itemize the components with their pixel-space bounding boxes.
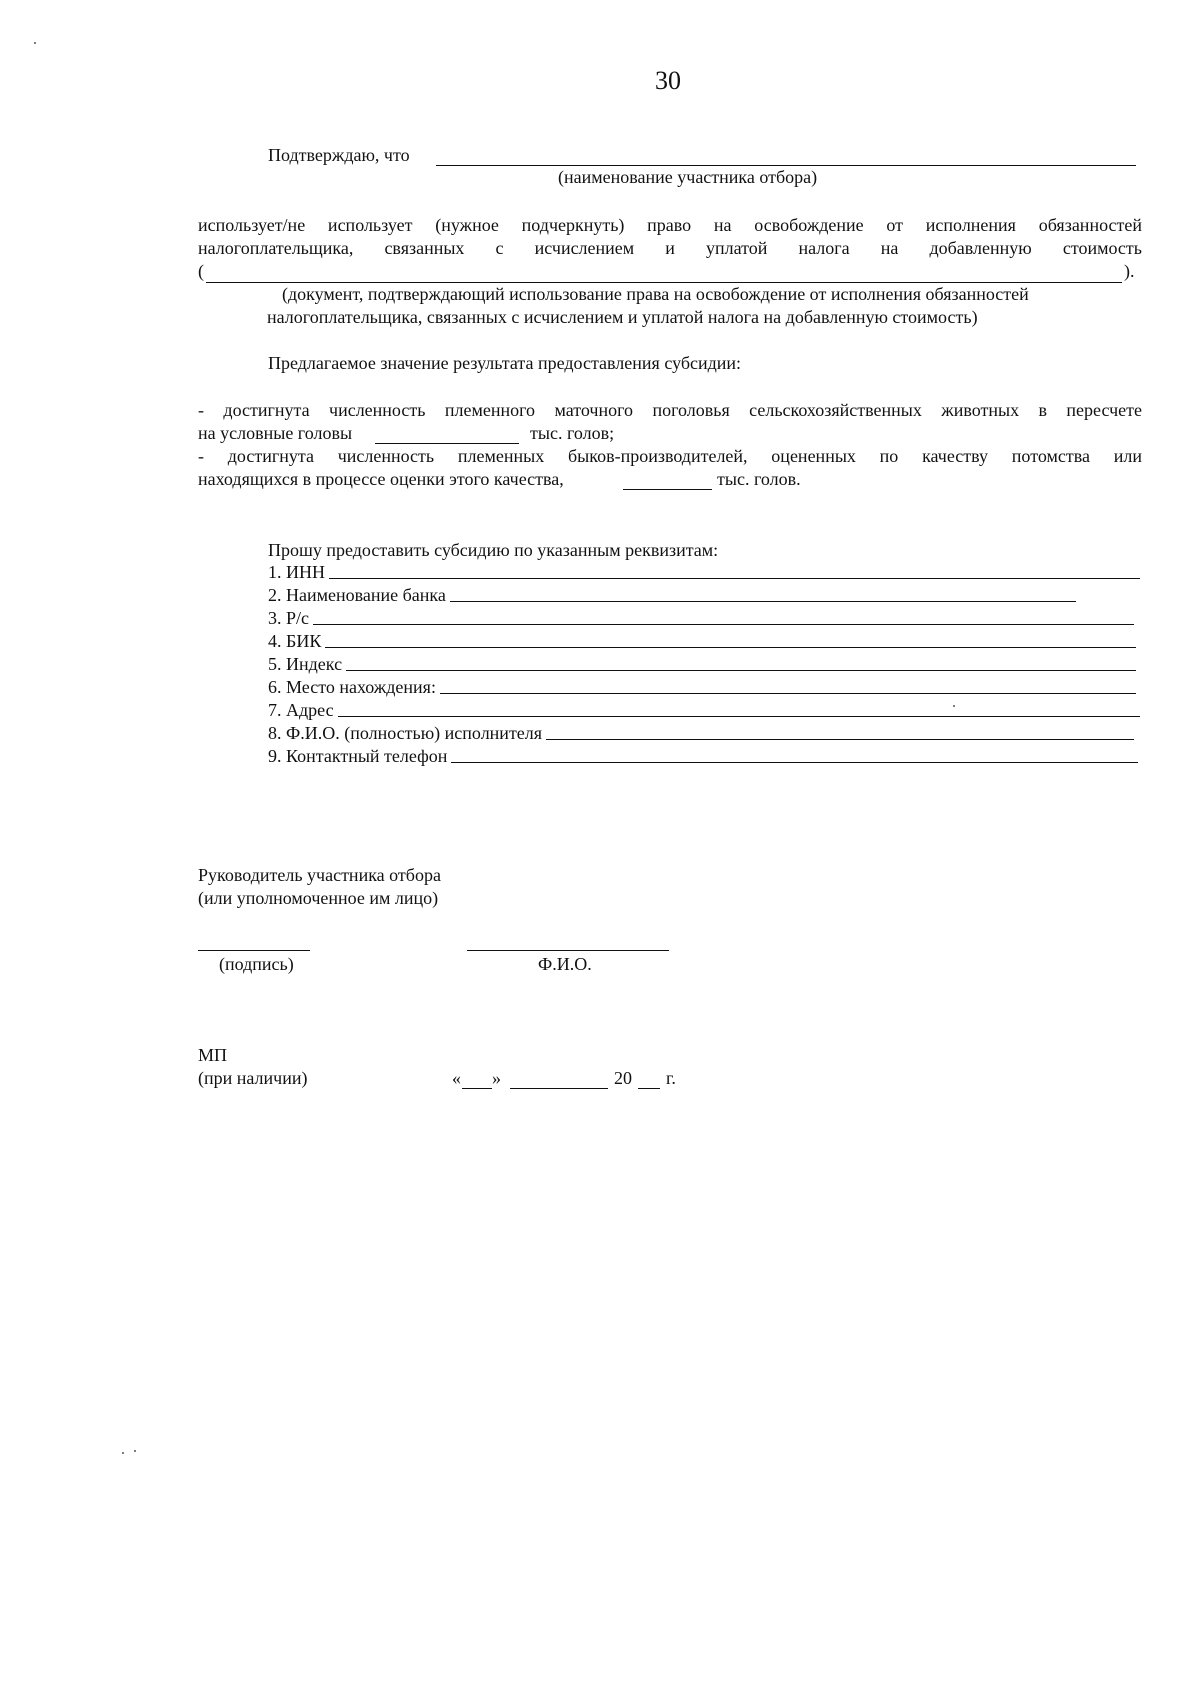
requisite-address-line[interactable] — [338, 716, 1140, 717]
vat-text-line2: налогоплательщика, связанных с исчислением и уплатой налога на добавленную стоимость — [198, 238, 1142, 258]
requisite-account[interactable] — [268, 608, 1134, 629]
page-number: 30 — [655, 66, 681, 95]
vat-caption-line1: (документ, подтверждающий использование права на освобождение от исполнения обязанностей — [282, 284, 1029, 304]
confirm-lead: Подтверждаю, что — [268, 145, 410, 165]
scan-speck — [953, 705, 955, 707]
full-name-caption: Ф.И.О. — [538, 954, 592, 974]
signature-caption: (подпись) — [219, 954, 294, 974]
requisite-bik-label: 4. БИК — [268, 631, 322, 651]
requisite-bik[interactable] — [268, 631, 1136, 652]
requisite-inn-line[interactable] — [329, 578, 1140, 579]
vat-close-paren: ). — [1124, 261, 1135, 281]
requisite-phone-line[interactable] — [451, 762, 1138, 763]
result-item1-unit: тыс. голов; — [530, 423, 615, 443]
participant-name-line[interactable] — [436, 165, 1136, 166]
result-item2-unit: тыс. голов. — [717, 469, 801, 489]
vat-caption-line2: налогоплательщика, связанных с исчислением и уплатой налога на добавленную стоимость) — [267, 307, 978, 327]
date-day-line[interactable] — [462, 1088, 492, 1089]
requisite-bik-line[interactable] — [325, 647, 1136, 648]
requisites-heading: Прошу предоставить субсидию по указанным реквизитам: — [268, 540, 719, 560]
result-item1-line2-label: на условные головы — [198, 423, 353, 443]
result-item1-line1: - достигнута численность племенного маточного поголовья сельскохозяйственных животных в пересчете — [198, 400, 1142, 420]
scan-speck — [122, 1452, 124, 1454]
requisite-address-label: 7. Адрес — [268, 700, 334, 720]
date-close-quote: » — [492, 1068, 501, 1088]
bulls-value-line[interactable] — [623, 489, 712, 490]
date-month-line[interactable] — [510, 1088, 608, 1089]
requisite-location[interactable] — [268, 677, 1136, 698]
requisite-bank-name[interactable] — [268, 585, 1076, 606]
full-name-line[interactable] — [467, 950, 669, 951]
date-year-line[interactable] — [638, 1088, 660, 1089]
scan-speck — [134, 1450, 136, 1452]
requisite-location-line[interactable] — [440, 693, 1136, 694]
vat-open-paren: ( — [198, 261, 204, 281]
participant-name-caption: (наименование участника отбора) — [558, 167, 818, 187]
requisite-phone-label: 9. Контактный телефон — [268, 746, 448, 766]
requisite-index-label: 5. Индекс — [268, 654, 343, 674]
requisite-account-line[interactable] — [313, 624, 1134, 625]
signer-role-line1: Руководитель участника отбора — [198, 865, 441, 885]
result-item2-line1: - достигнута численность племенных быков-производителей, оцененных по качеству потомства или — [198, 446, 1142, 466]
scan-speck — [34, 42, 36, 44]
result-heading: Предлагаемое значение результата предоставления субсидии: — [268, 353, 742, 373]
vat-text-line1: использует/не использует (нужное подчеркнуть) право на освобождение от исполнения обязанностей — [198, 215, 1142, 235]
requisite-inn-label: 1. ИНН — [268, 562, 325, 582]
requisite-bank-name-line[interactable] — [450, 601, 1076, 602]
requisite-executor-label: 8. Ф.И.О. (полностью) исполнителя — [268, 723, 543, 743]
requisite-address[interactable] — [268, 700, 1140, 721]
requisite-executor[interactable] — [268, 723, 1134, 744]
requisite-inn[interactable] — [268, 562, 1140, 583]
requisite-phone[interactable] — [268, 746, 1138, 767]
date-open-quote: « — [452, 1068, 461, 1088]
requisite-location-label: 6. Место нахождения: — [268, 677, 436, 697]
requisite-bank-name-label: 2. Наименование банка — [268, 585, 446, 605]
requisite-index[interactable] — [268, 654, 1136, 675]
requisite-executor-line[interactable] — [546, 739, 1134, 740]
requisite-index-line[interactable] — [346, 670, 1136, 671]
stamp-note: (при наличии) — [198, 1068, 308, 1088]
vat-document-line[interactable] — [206, 282, 1122, 283]
date-year-prefix: 20 — [614, 1068, 632, 1088]
breeding-stock-value-line[interactable] — [375, 443, 519, 444]
date-year-suffix: г. — [666, 1068, 676, 1088]
signature-line[interactable] — [198, 950, 310, 951]
stamp-label: МП — [198, 1045, 228, 1065]
signer-role-line2: (или уполномоченное им лицо) — [198, 888, 439, 908]
requisite-account-label: 3. Р/с — [268, 608, 310, 628]
result-item2-line2-label: находящихся в процессе оценки этого качества, — [198, 469, 564, 489]
